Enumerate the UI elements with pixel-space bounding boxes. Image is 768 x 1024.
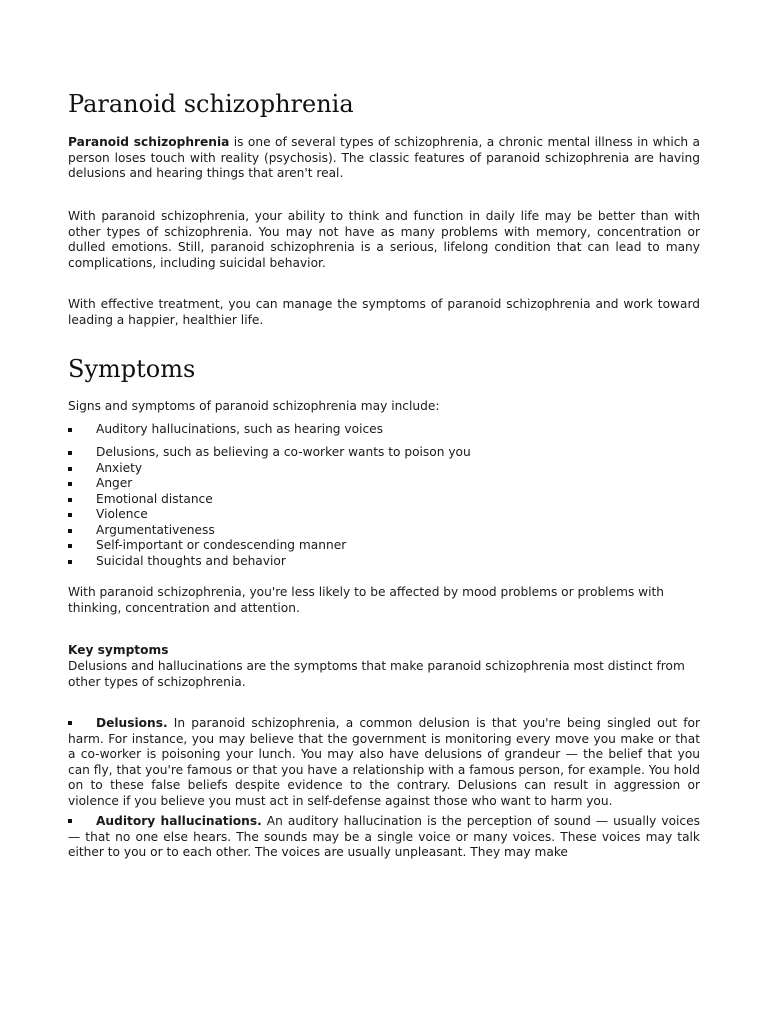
list-item: Violence [68,507,700,523]
list-item: Anger [68,476,700,492]
bullet-icon [68,819,72,823]
symptoms-list [68,445,700,569]
list-item: Suicidal thoughts and behavior [68,554,700,570]
bullet-icon [68,513,72,517]
bullet-icon [68,467,72,471]
bullet-icon [68,428,72,432]
symptoms-heading: Symptoms [68,355,196,383]
list-item: Anxiety [68,461,700,477]
bullet-icon [68,529,72,533]
delusions-label: Delusions. [96,716,168,730]
bullet-icon [68,560,72,564]
key-symptoms-intro: Delusions and hallucinations are the symptoms that make paranoid schizophrenia most distinct from other types of schizophrenia. [68,659,685,689]
intro-lead: Paranoid schizophrenia [68,135,230,149]
auditory-label: Auditory hallucinations. [96,814,262,828]
list-item: Delusions, such as believing a co-worker wants to poison you [68,445,700,461]
symptoms-first-list [68,422,700,438]
bullet-icon [68,498,72,502]
list-item: Auditory hallucinations, such as hearing voices [68,422,700,438]
list-item: Self-important or condescending manner [68,538,700,554]
auditory-paragraph [68,814,700,861]
page-title: Paranoid schizophrenia [68,90,354,118]
delusions-text: In paranoid schizophrenia, a common delusion is that you're being singled out for harm. For instance, you may believe that the government is monitoring every move you make or that a co-worker is poisoning your lunch. You may also have delusions of grandeur — the belief that you can fly, that you're famous or that you have a relationship with a famous person, for example. You hold on to these false beliefs despite evidence to the contrary. Delusions can result in aggression or violence if you believe you must act in self-defense against those who want to harm you. [68,716,700,808]
intro-paragraph [68,135,700,182]
bullet-icon [68,544,72,548]
paragraph-ability: With paranoid schizophrenia, your ability to think and function in daily life may be better than with other types of schizophrenia. You may not have as many problems with memory, concentration or dulled emotions. Still, paranoid schizophrenia is a serious, lifelong condition that can lead to many complications, including suicidal behavior. [68,209,700,270]
paragraph-less-likely: With paranoid schizophrenia, you're less likely to be affected by mood problems or problems with thinking, concentration and attention. [68,585,665,615]
key-symptoms-heading: Key symptoms [68,643,169,657]
delusions-paragraph [68,716,700,810]
symptoms-intro: Signs and symptoms of paranoid schizophrenia may include: [68,399,440,413]
list-item: Argumentativeness [68,523,700,539]
bullet-icon [68,451,72,455]
auditory-text: An auditory hallucination is the perception of sound — usually voices — that no one else hears. The sounds may be a single voice or many voices. These voices may talk either to you or to each other. The voices are usually unpleasant. They may make [68,814,700,860]
list-item: Emotional distance [68,492,700,508]
bullet-icon [68,482,72,486]
paragraph-treatment: With effective treatment, you can manage the symptoms of paranoid schizophrenia and work toward leading a happier, healthier life. [68,297,700,327]
bullet-icon [68,721,72,725]
intro-rest: is one of several types of schizophrenia, a chronic mental illness in which a person loses touch with reality (psychosis). The classic features of paranoid schizophrenia are having delusions and hearing things that aren't real. [68,135,701,181]
